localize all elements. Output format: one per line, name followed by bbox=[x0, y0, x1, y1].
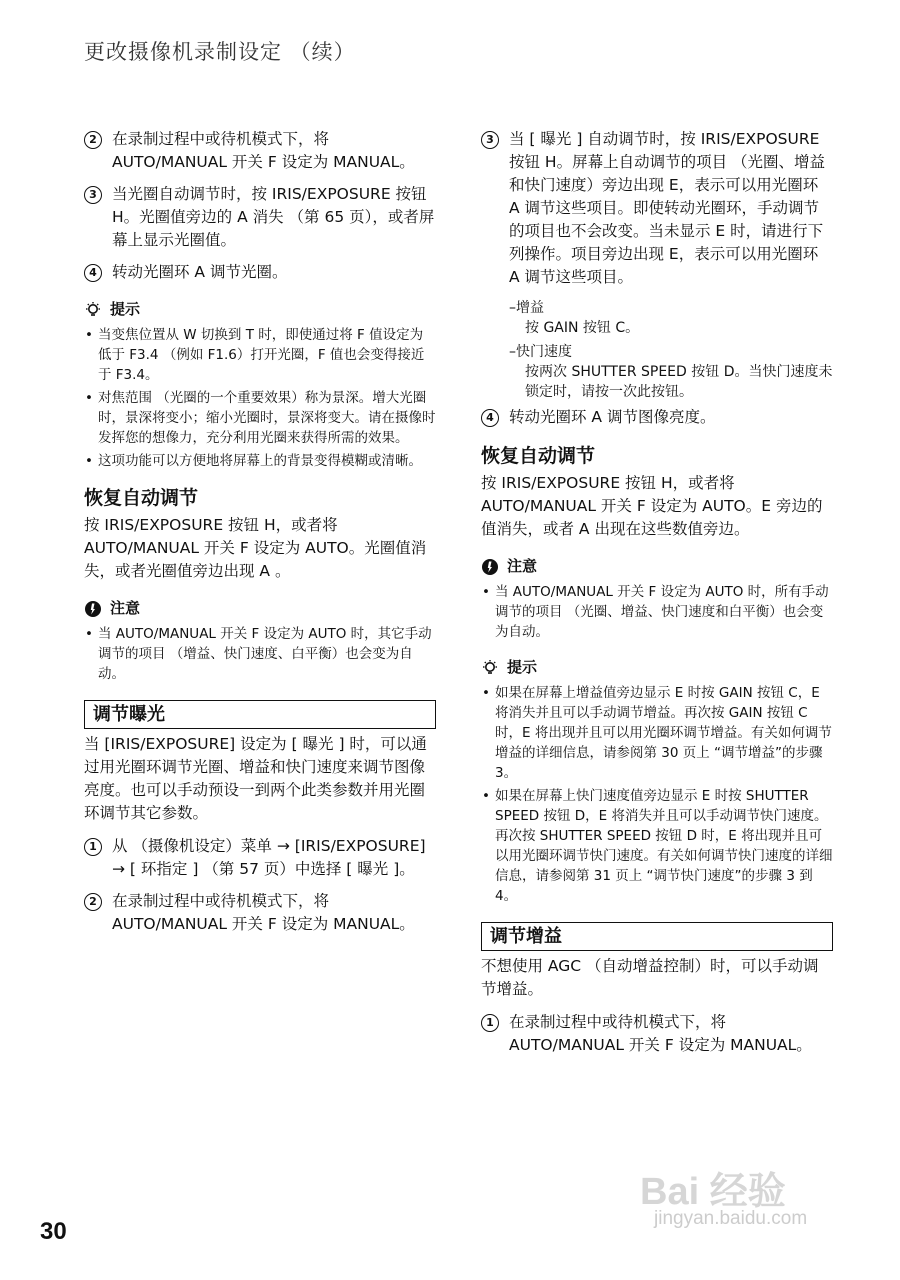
step-item bbox=[481, 1011, 833, 1057]
caution-heading bbox=[481, 555, 833, 578]
step-text: 在录制过程中或待机模式下，将 AUTO/MANUAL 开关 F 设定为 MANUAL。 bbox=[509, 1013, 812, 1054]
step-item bbox=[84, 183, 436, 252]
step-number: 2 bbox=[84, 893, 102, 911]
caution-heading-label: 注意 bbox=[110, 599, 141, 617]
sub-item-shutter bbox=[481, 342, 833, 402]
caution-icon bbox=[481, 558, 499, 576]
watermark-url: jingyan.baidu.com bbox=[654, 1208, 808, 1229]
page-number: 30 bbox=[40, 1218, 67, 1245]
tips-heading bbox=[481, 656, 833, 679]
watermark-logo: Bai 经验 bbox=[640, 1171, 786, 1213]
step-number: 3 bbox=[481, 131, 499, 149]
tip-item: • 这项功能可以方便地将屏幕上的背景变得模糊或清晰。 bbox=[84, 451, 436, 471]
gain-paragraph: 不想使用 AGC （自动增益控制）时，可以手动调节增益。 bbox=[481, 957, 819, 998]
lightbulb-icon bbox=[84, 301, 102, 319]
tips-heading-label: 提示 bbox=[110, 300, 141, 318]
step-text: 在录制过程中或待机模式下，将 AUTO/MANUAL 开关 F 设定为 MANUAL。 bbox=[112, 892, 415, 933]
restore-paragraph: 按 IRIS/EXPOSURE 按钮 H，或者将 AUTO/MANUAL 开关 F 设定为 AUTO。E 旁边的值消失，或者 A 出现在这些数值旁边。 bbox=[481, 474, 823, 538]
caution-item: • 当 AUTO/MANUAL 开关 F 设定为 AUTO 时，其它手动调节的项目 （增益、快门速度、白平衡）也会变为自动。 bbox=[84, 624, 436, 684]
restore-paragraph: 按 IRIS/EXPOSURE 按钮 H，或者将 AUTO/MANUAL 开关 F 设定为 AUTO。光圈值消失，或者光圈值旁边出现 A 。 bbox=[84, 516, 427, 580]
step-item bbox=[84, 128, 436, 174]
left-column bbox=[84, 128, 436, 945]
step-number: 3 bbox=[84, 186, 102, 204]
step-text: 当 [ 曝光 ] 自动调节时，按 IRIS/EXPOSURE 按钮 H。屏幕上自动调节的项目 （光圈、增益和快门速度）旁边出现 E，表示可以用光圈环 A 调节这些项目。即使转动光圈环，手动调节的项目也不会改变。当未显示 E 时，请进行下列操作。项目旁边出现 E，表示可以用光圈环 A 调节这些项目。 bbox=[509, 130, 826, 286]
tips-heading-label: 提示 bbox=[507, 658, 538, 676]
step-number: 4 bbox=[481, 409, 499, 427]
section-title-restore-auto: 恢复自动调节 bbox=[84, 487, 199, 509]
step-text: 转动光圈环 A 调节光圈。 bbox=[112, 263, 288, 281]
exposure-paragraph: 当 [IRIS/EXPOSURE] 设定为 [ 曝光 ] 时，可以通过用光圈环调节光圈、增益和快门速度来调节图像亮度。也可以手动预设一到两个此类参数并用光圈环调节其它参数。 bbox=[84, 735, 427, 822]
right-column bbox=[481, 128, 833, 1066]
sub-item-label: –快门速度 bbox=[509, 344, 572, 360]
tip-item: • 当变焦位置从 W 切换到 T 时，即使通过将 F 值设定为低于 F3.4 （例如 F1.6）打开光圈，F 值也会变得接近于 F3.4。 bbox=[84, 325, 436, 385]
step-number: 1 bbox=[84, 838, 102, 856]
section-title-restore-auto: 恢复自动调节 bbox=[481, 445, 596, 467]
step-text: 转动光圈环 A 调节图像亮度。 bbox=[509, 408, 716, 426]
step-number: 2 bbox=[84, 131, 102, 149]
sub-item-text: 按两次 SHUTTER SPEED 按钮 D。当快门速度未锁定时，请按一次此按钮。 bbox=[525, 364, 833, 400]
step-item bbox=[481, 406, 833, 429]
page-header-title: 更改摄像机录制设定 （续） bbox=[84, 40, 356, 64]
step-text: 在录制过程中或待机模式下，将 AUTO/MANUAL 开关 F 设定为 MANUAL。 bbox=[112, 130, 415, 171]
tip-item: • 如果在屏幕上增益值旁边显示 E 时按 GAIN 按钮 C，E 将消失并且可以手动调节增益。再次按 GAIN 按钮 C 时，E 将出现并且可以用光圈环调节增益。有关如何调节增益的详细信息，请参阅第 30 页上 “调节增益”的步骤 3。 bbox=[481, 683, 833, 783]
sub-item-text: 按 GAIN 按钮 C。 bbox=[525, 320, 640, 336]
sub-item-label: –增益 bbox=[509, 300, 544, 316]
watermark bbox=[640, 1160, 870, 1240]
tip-item: • 对焦范围 （光圈的一个重要效果）称为景深。增大光圈时，景深将变小；缩小光圈时，景深将变大。请在摄像时发挥您的想像力，充分利用光圈来获得所需的效果。 bbox=[84, 388, 436, 448]
caution-item: • 当 AUTO/MANUAL 开关 F 设定为 AUTO 时，所有手动调节的项目 （光圈、增益、快门速度和白平衡）也会变为自动。 bbox=[481, 582, 833, 642]
step-item bbox=[84, 890, 436, 936]
caution-heading bbox=[84, 597, 436, 620]
step-text: 从 （摄像机设定）菜单 → [IRIS/EXPOSURE] → [ 环指定 ] （第 57 页）中选择 [ 曝光 ]。 bbox=[112, 837, 426, 878]
caution-heading-label: 注意 bbox=[507, 557, 538, 575]
step-number: 1 bbox=[481, 1014, 499, 1032]
caution-icon bbox=[84, 600, 102, 618]
step-number: 4 bbox=[84, 264, 102, 282]
lightbulb-icon bbox=[481, 659, 499, 677]
step-item bbox=[481, 128, 833, 289]
step-text: 当光圈自动调节时，按 IRIS/EXPOSURE 按钮 H。光圈值旁边的 A 消失 （第 65 页），或者屏幕上显示光圈值。 bbox=[112, 185, 435, 249]
tip-item: • 如果在屏幕上快门速度值旁边显示 E 时按 SHUTTER SPEED 按钮 D，E 将消失并且可以手动调节快门速度。再次按 SHUTTER SPEED 按钮 D 时，E 将出现并且可以用光圈环调节快门速度。有关如何调节快门速度的详细信息，请参阅第 31 页上 “调节快门速度”的步骤 3 到 4。 bbox=[481, 786, 833, 906]
step-item bbox=[84, 261, 436, 284]
tips-heading bbox=[84, 298, 436, 321]
sub-item-gain bbox=[481, 298, 833, 338]
section-title-gain: 调节增益 bbox=[481, 922, 833, 951]
section-title-exposure: 调节曝光 bbox=[84, 700, 436, 729]
step-item bbox=[84, 835, 436, 881]
